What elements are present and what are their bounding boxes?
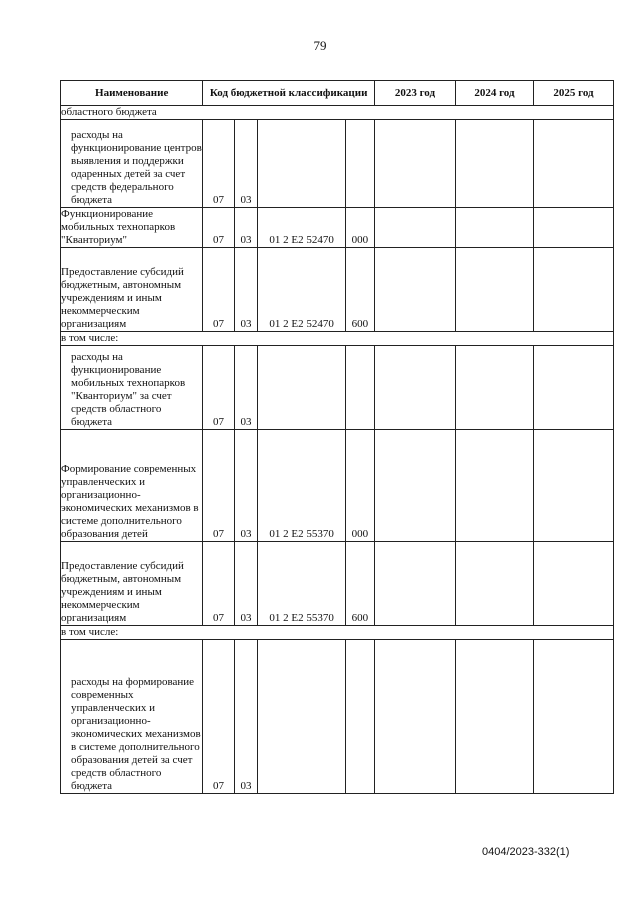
- header-2025: 2025 год: [533, 81, 613, 106]
- row-name-text: расходы на функционирование центров выявления и поддержки одаренных детей за счет средств федерального бюджета: [71, 129, 202, 206]
- code-c4: 600: [345, 248, 374, 332]
- row-name-text: Функционирование мобильных технопарков "Кванториум": [61, 208, 176, 246]
- value-2023: [374, 248, 455, 332]
- code-c1: 07: [203, 208, 234, 248]
- code-c1: 07: [203, 430, 234, 542]
- value-2025: [533, 208, 613, 248]
- row-name: [61, 208, 203, 248]
- document-number: 0404/2023-332(1): [482, 846, 570, 858]
- value-2024: [455, 248, 533, 332]
- code-c2: 03: [234, 346, 258, 430]
- row-name: [61, 248, 203, 332]
- value-2025: [533, 120, 613, 208]
- table-row: [61, 542, 614, 626]
- code-c2: 03: [234, 430, 258, 542]
- value-2025: [533, 542, 613, 626]
- table-note-row: [61, 626, 614, 640]
- code-c3: [258, 120, 345, 208]
- code-c2: 03: [234, 640, 258, 794]
- budget-table: [60, 80, 614, 794]
- code-c1: 07: [203, 542, 234, 626]
- value-2024: [455, 208, 533, 248]
- row-note: в том числе:: [61, 332, 614, 346]
- header-code: Код бюджетной классификации: [203, 81, 374, 106]
- value-2025: [533, 346, 613, 430]
- code-c4: [345, 346, 374, 430]
- value-2025: [533, 248, 613, 332]
- code-c1: 07: [203, 248, 234, 332]
- table-row: [61, 120, 614, 208]
- value-2023: [374, 640, 455, 794]
- code-c1: 07: [203, 640, 234, 794]
- value-2023: [374, 208, 455, 248]
- code-c4: [345, 120, 374, 208]
- value-2025: [533, 640, 613, 794]
- table-row: [61, 208, 614, 248]
- code-c4: 000: [345, 208, 374, 248]
- code-c2: 03: [234, 208, 258, 248]
- value-2025: [533, 430, 613, 542]
- value-2023: [374, 430, 455, 542]
- table-row: [61, 346, 614, 430]
- value-2023: [374, 120, 455, 208]
- code-c4: 600: [345, 542, 374, 626]
- code-c3: 01 2 Е2 52470: [258, 208, 345, 248]
- code-c2: 03: [234, 542, 258, 626]
- value-2024: [455, 346, 533, 430]
- code-c3: 01 2 Е2 52470: [258, 248, 345, 332]
- row-name: [61, 120, 203, 208]
- table-row: [61, 640, 614, 794]
- row-name: [61, 346, 203, 430]
- row-name: [61, 640, 203, 794]
- table-body: [61, 106, 614, 794]
- code-c3: 01 2 Е2 55370: [258, 430, 345, 542]
- code-c2: 03: [234, 248, 258, 332]
- row-name-text: Предоставление субсидий бюджетным, автономным учреждениям и иным некоммерческим организациям: [61, 560, 184, 624]
- table-note-row: [61, 106, 614, 120]
- row-name: [61, 542, 203, 626]
- header-2023: 2023 год: [374, 81, 455, 106]
- value-2024: [455, 430, 533, 542]
- code-c1: 07: [203, 120, 234, 208]
- code-c3: [258, 346, 345, 430]
- row-name-text: Предоставление субсидий бюджетным, автономным учреждениям и иным некоммерческим организациям: [61, 266, 184, 330]
- table-note-row: [61, 332, 614, 346]
- page-number: 79: [313, 38, 327, 53]
- header-2024: 2024 год: [455, 81, 533, 106]
- code-c2: 03: [234, 120, 258, 208]
- table-row: [61, 248, 614, 332]
- row-name: [61, 430, 203, 542]
- row-note: областного бюджета: [61, 106, 614, 120]
- row-note: в том числе:: [61, 626, 614, 640]
- value-2023: [374, 346, 455, 430]
- code-c4: [345, 640, 374, 794]
- row-name-text: Формирование современных управленческих и организационно-экономических механизмов в системе дополнительного образования детей: [61, 463, 199, 540]
- value-2024: [455, 542, 533, 626]
- code-c4: 000: [345, 430, 374, 542]
- value-2024: [455, 640, 533, 794]
- header-name: Наименование: [61, 81, 203, 106]
- code-c3: [258, 640, 345, 794]
- row-name-text: расходы на функционирование мобильных технопарков "Кванториум" за счет средств областного бюджета: [71, 351, 186, 428]
- table-header-row: [61, 81, 614, 106]
- value-2024: [455, 120, 533, 208]
- code-c3: 01 2 Е2 55370: [258, 542, 345, 626]
- code-c1: 07: [203, 346, 234, 430]
- table-row: [61, 430, 614, 542]
- value-2023: [374, 542, 455, 626]
- row-name-text: расходы на формирование современных управленческих и организационно-экономических механизмов в системе дополнительного образования детей за счет средств областного бюджета: [71, 676, 201, 792]
